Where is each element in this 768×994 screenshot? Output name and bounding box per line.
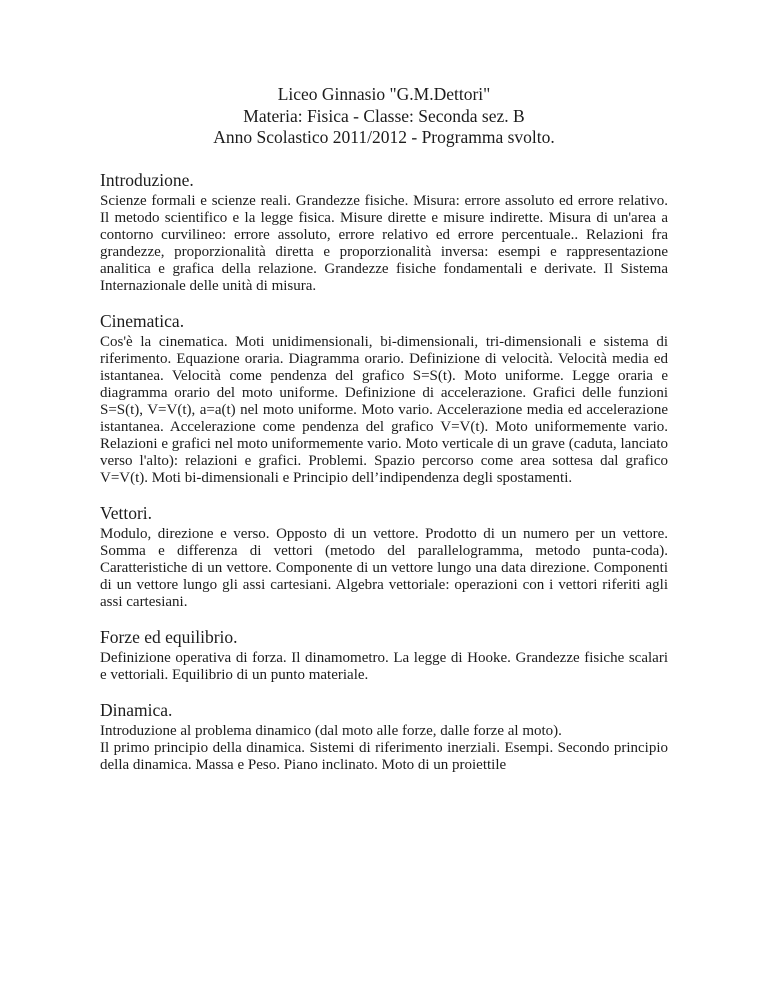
section-heading: Forze ed equilibrio. xyxy=(100,626,238,647)
document-section xyxy=(100,171,668,295)
document-header xyxy=(100,84,668,149)
school-year-line: Anno Scolastico 2011/2012 - Programma svolto. xyxy=(213,127,555,147)
section-heading: Cinematica. xyxy=(100,310,185,331)
document-section xyxy=(100,701,668,774)
school-name: Liceo Ginnasio "G.M.Dettori" xyxy=(277,84,491,104)
section-paragraph: Scienze formali e scienze reali. Grandezze fisiche. Misura: errore assoluto ed errore relativo. Il metodo scientifico e la legge fisica. Misure dirette e misure indirette. Misura di un'area a contorno curvilineo: errore assoluto, errore relativo ed errore percentuale.. Relazioni fra grandezze, proporzionalità diretta e proporzionalità inversa: esempi e rappresentazione analitica e grafica della relazione. Grandezze fisiche fondamentali e derivate. Il Sistema Internazionale delle unità di misura. xyxy=(100,192,668,294)
section-paragraph: Modulo, direzione e verso. Opposto di un vettore. Prodotto di un numero per un vettore. Somma e differenza di vettori (metodo del parallelogramma, metodo punta-coda). Caratteristiche di un vettore. Componente di un vettore lungo una data direzione. Componenti di un vettore lungo gli assi cartesiani. Algebra vettoriale: operazioni con i vettori riferiti agli assi cartesiani. xyxy=(100,525,668,610)
subject-class-line: Materia: Fisica - Classe: Seconda sez. B xyxy=(243,105,525,126)
document-section xyxy=(100,628,668,684)
section-paragraph: Introduzione al problema dinamico (dal moto alle forze, dalle forze al moto). xyxy=(100,722,562,739)
section-paragraph: Il primo principio della dinamica. Sistemi di riferimento inerziali. Esempi. Secondo principio della dinamica. Massa e Peso. Piano inclinato. Moto di un proiettile xyxy=(100,739,668,773)
section-paragraph: Cos'è la cinematica. Moti unidimensionali, bi-dimensionali, tri-dimensionali e sistema di riferimento. Equazione oraria. Diagramma orario. Definizione di velocità. Velocità media ed istantanea. Velocità come pendenza del grafico S=S(t). Moto uniforme. Legge oraria e diagramma orario del moto uniforme. Definizione di accelerazione. Grafici delle funzioni S=S(t), V=V(t), a=a(t) nel moto uniforme. Moto vario. Accelerazione media ed accelerazione istantanea. Accelerazione come pendenza del grafico V=V(t). Moto uniformemente vario. Relazioni e grafici nel moto uniformemente vario. Moto verticale di un grave (caduta, lanciato verso l'alto): relazioni e grafici. Problemi. Spazio percorso come area sottesa dal grafico V=V(t). Moti bi-dimensionali e Principio dell’indipendenza degli spostamenti. xyxy=(100,333,668,486)
document-body xyxy=(100,171,668,774)
section-heading: Vettori. xyxy=(100,502,153,523)
document-section xyxy=(100,504,668,611)
section-paragraph: Definizione operativa di forza. Il dinamometro. La legge di Hooke. Grandezze fisiche scalari e vettoriali. Equilibrio di un punto materiale. xyxy=(100,649,668,683)
section-heading: Introduzione. xyxy=(100,169,194,190)
section-heading: Dinamica. xyxy=(100,699,173,720)
document-section xyxy=(100,312,668,487)
